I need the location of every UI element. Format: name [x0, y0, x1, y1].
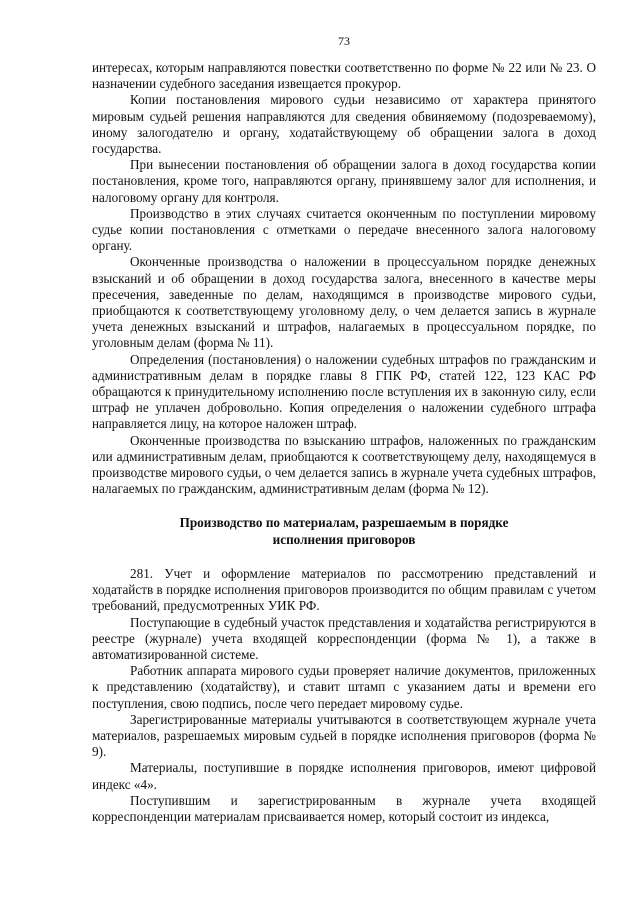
paragraphs-before — [92, 60, 596, 497]
paragraph: Оконченные производства по взысканию штрафов, наложенных по гражданским или административным делам, приобщаются к соответствующему делу, находящемуся в производстве мирового судьи, о чем делается запись в журнале учета судебных штрафов, налагаемых по гражданским, административным делам (форма № 12). — [92, 432, 596, 497]
paragraph: Определения (постановления) о наложении судебных штрафов по гражданским и административным делам в порядке главы 8 ГПК РФ, статей 122, 123 КАС РФ обращаются к принудительному исполнению после вступления их в законную силу, если штраф не уплачен добровольно. Копия определения о наложении судебного штрафа направляется лицу, на которое наложен штраф. — [92, 351, 596, 432]
page-number: 73 — [338, 34, 350, 48]
paragraph: При вынесении постановления об обращении залога в доход государства копии постановления, кроме того, направляются органу, принявшему залог для исполнения, и налоговому органу для контроля. — [92, 157, 596, 205]
paragraph: Производство в этих случаях считается оконченным по поступлении мировому судье копии постановления с отметками о передаче внесенного залога налоговому органу. — [92, 205, 596, 254]
paragraph: Работник аппарата мирового судьи проверяет наличие документов, приложенных к представлению (ходатайству), и ставит штамп с указанием даты и времени его поступления, свою подпись, после чего передает мировому судье. — [92, 663, 596, 711]
paragraph: Оконченные производства о наложении в процессуальном порядке денежных взысканий и об обращении в доход государства залога, внесенного в качестве меры пресечения, заведенные по делам, находящимся в производстве мирового судьи, приобщаются к соответствующему уголовному делу, о чем делается запись в журнале учета денежных взысканий и штрафов, налагаемых в процессуальном порядке, по уголовным делам (форма № 11). — [92, 254, 596, 351]
paragraph: Копии постановления мирового судьи независимо от характера принятого мировым судьей решения направляются для сведения обвиняемому (подозреваемому), иному залогодателю и органу, ходатайствующему об обращении залога в доход государства. — [92, 92, 596, 157]
paragraph: Зарегистрированные материалы учитываются в соответствующем журнале учета материалов, разрешаемых мировым судьей в порядке исполнения приговоров (форма № 9). — [92, 711, 596, 760]
section-heading-line: Производство по материалам, разрешаемым в порядке — [179, 515, 509, 531]
paragraph: 281. Учет и оформление материалов по рассмотрению представлений и ходатайств в порядке исполнения приговоров производится по общим правилам с учетом требований, предусмотренных УИК РФ. — [92, 565, 596, 614]
paragraphs-after — [92, 566, 596, 825]
document-page — [92, 34, 596, 825]
paragraph: интересах, которым направляются повестки соответственно по форме № 22 или № 23. О назначении судебного заседания извещается прокурор. — [92, 60, 596, 92]
paragraph: Поступающие в судебный участок представления и ходатайства регистрируются в реестре (журнале) учета входящей корреспонденции (форма № 1), а также в автоматизированной системе. — [92, 614, 596, 662]
section-heading — [92, 515, 596, 547]
paragraph: Поступившим и зарегистрированным в журнале учета входящей корреспонденции материалам присваивается номер, который состоит из индекса, — [92, 792, 596, 824]
section-heading-line: исполнения приговоров — [272, 531, 416, 547]
paragraph: Материалы, поступившие в порядке исполнения приговоров, имеют цифровой индекс «4». — [92, 760, 596, 792]
